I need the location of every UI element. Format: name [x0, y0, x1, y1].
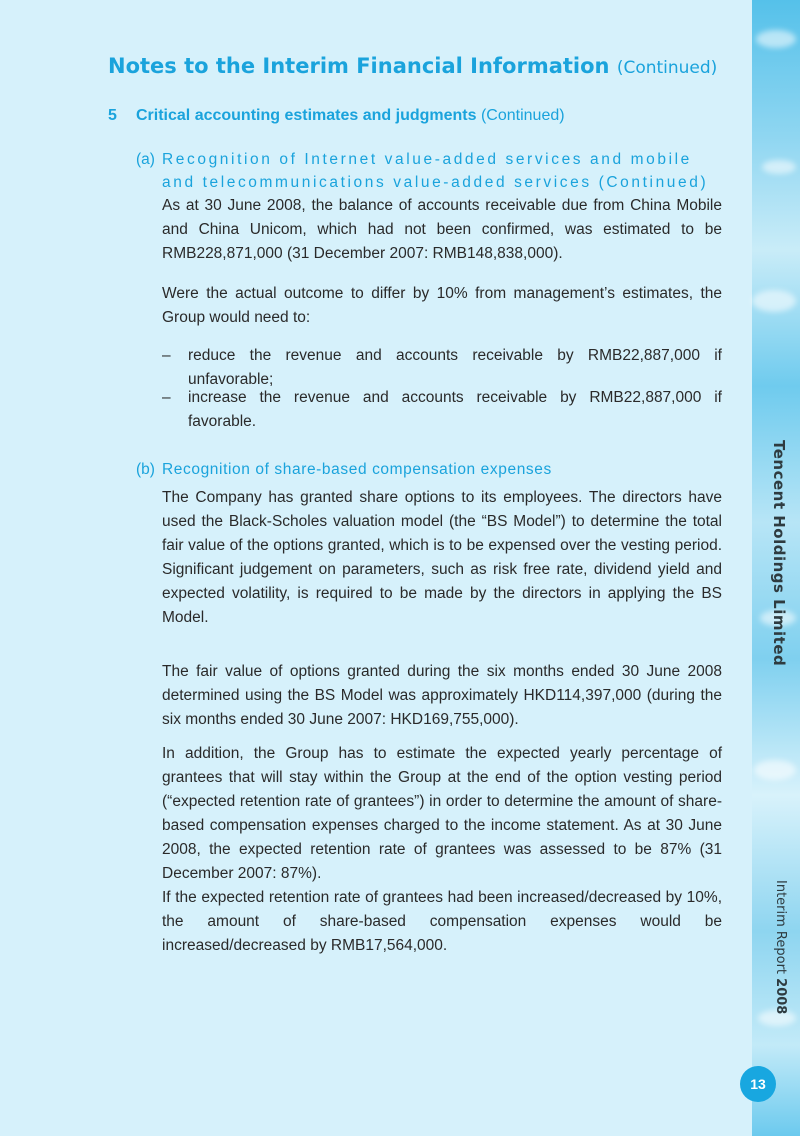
- subsection-a-title: Recognition of Internet value-added services and mobile and telecommunications value-added services (Continued): [162, 151, 709, 191]
- report-label-vertical: [758, 880, 788, 1014]
- section-suffix: (Continued): [480, 107, 565, 124]
- bullet-text-1: reduce the revenue and accounts receivable by RMB22,887,000 if unfavorable;: [188, 347, 722, 388]
- report-label: Interim Report: [773, 880, 788, 975]
- report-year: 2008: [773, 978, 788, 1015]
- page-number-badge: 13: [740, 1066, 776, 1102]
- page-title-text: Notes to the Interim Financial Information: [108, 54, 610, 78]
- page-title-suffix: (Continued): [616, 58, 718, 78]
- section-title: Critical accounting estimates and judgments: [136, 107, 477, 124]
- company-name-vertical: Tencent Holdings Limited: [770, 440, 788, 667]
- subsection-b-title: Recognition of share-based compensation expenses: [162, 461, 552, 478]
- subsection-b-label: (b): [136, 461, 155, 478]
- paragraph-b3: In addition, the Group has to estimate the expected yearly percentage of grantees that will stay within the Group at the end of the option vesting period (“expected retention rate of grantees”) in order to determine the amount of share-based compensation expenses charged to the income statement. As at 30 June 2008, the expected retention rate of grantees was assessed to be 87% (31 December 2007: 87%).: [162, 745, 722, 882]
- page-title: [108, 54, 717, 78]
- list-item: – increase the revenue and accounts receivable by RMB22,887,000 if favorable.: [162, 386, 722, 434]
- paragraph-b2: The fair value of options granted during the six months ended 30 June 2008 determined using the BS Model was approximately HKD114,397,000 (during the six months ended 30 June 2007: HKD169,755,000).: [162, 663, 722, 728]
- list-item: – reduce the revenue and accounts receivable by RMB22,887,000 if unfavorable;: [162, 344, 722, 392]
- subsection-a-label: (a): [136, 151, 155, 168]
- paragraph-b1: The Company has granted share options to its employees. The directors have used the Black-Scholes valuation model (the “BS Model”) to determine the total fair value of the options granted, which is to be expensed over the vesting period. Significant judgement on parameters, such as risk free rate, dividend yield and expected volatility, is required to be made by the directors in applying the BS Model.: [162, 489, 722, 626]
- paragraph-a2: Were the actual outcome to differ by 10% from management’s estimates, the Group would need to:: [162, 285, 722, 326]
- paragraph-b4: If the expected retention rate of grantees had been increased/decreased by 10%, the amount of share-based compensation expenses would be increased/decreased by RMB17,564,000.: [162, 889, 722, 954]
- paragraph-a1: As at 30 June 2008, the balance of accounts receivable due from China Mobile and China Unicom, which had not been confirmed, was estimated to be RMB228,871,000 (31 December 2007: RMB148,838,000).: [162, 197, 722, 262]
- section-heading: [108, 107, 565, 125]
- bullet-text-2: increase the revenue and accounts receivable by RMB22,887,000 if favorable.: [188, 389, 722, 430]
- subsection-b-heading: [136, 458, 726, 481]
- section-number: 5: [108, 107, 117, 124]
- subsection-a-heading: [136, 148, 726, 194]
